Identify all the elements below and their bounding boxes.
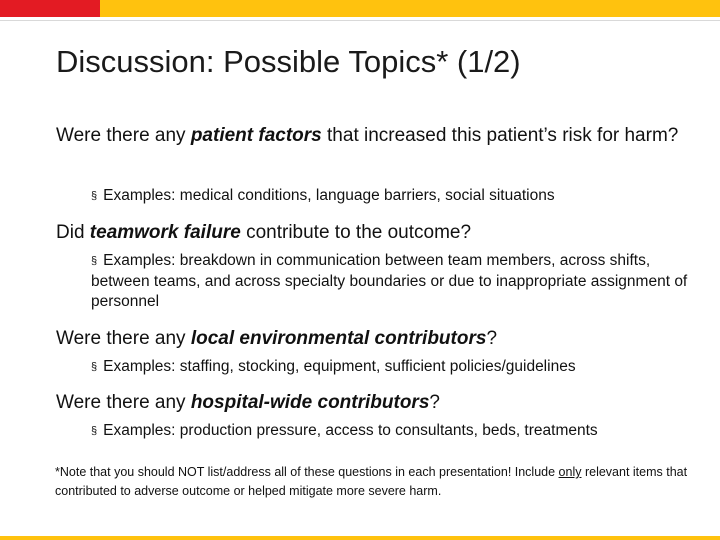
question-emphasis: teamwork failure xyxy=(89,222,241,243)
question-text: Did xyxy=(56,222,90,243)
example-text: Examples: staffing, stocking, equipment, sufficient policies/guidelines xyxy=(103,358,576,375)
bullet-icon: § xyxy=(91,190,98,202)
example-patient-factors xyxy=(91,186,701,207)
question-hospital-wide xyxy=(56,391,696,414)
slide-title: Discussion: Possible Topics* (1/2) xyxy=(56,44,521,79)
header-red-bar xyxy=(0,0,100,17)
footnote-underlined: only xyxy=(558,465,582,479)
question-text: ? xyxy=(486,328,498,349)
footnote-text: relevant items that contributed to adverse outcome or helped mitigate more severe harm. xyxy=(55,465,688,498)
question-text: contribute to the outcome? xyxy=(240,222,472,243)
bullet-icon: § xyxy=(91,425,98,437)
example-local-environmental xyxy=(91,357,701,378)
header-divider xyxy=(0,20,720,21)
question-text: Were there any xyxy=(56,125,191,146)
footnote xyxy=(55,463,695,501)
bullet-icon: § xyxy=(91,255,98,267)
question-emphasis: local environmental contributors xyxy=(190,328,487,349)
header-yellow-bar xyxy=(100,0,720,17)
example-text: Examples: breakdown in communication between team members, across shifts, between teams, and across specialty boundaries or due to inappropriate assignment of personnel xyxy=(91,252,688,310)
question-emphasis: hospital-wide contributors xyxy=(190,392,430,413)
example-hospital-wide xyxy=(91,421,701,442)
example-text: Examples: medical conditions, language barriers, social situations xyxy=(103,187,555,204)
footnote-text: *Note that you should NOT list/address all of these questions in each presentation! Include xyxy=(55,465,559,479)
example-text: Examples: production pressure, access to consultants, beds, treatments xyxy=(103,422,598,439)
question-emphasis: patient factors xyxy=(190,125,322,146)
question-text: that increased this patient’s risk for harm? xyxy=(321,125,679,146)
question-local-environmental xyxy=(56,327,696,350)
question-patient-factors xyxy=(56,124,696,147)
question-text: Were there any xyxy=(56,328,191,349)
question-teamwork-failure xyxy=(56,221,696,244)
footer-yellow-bar xyxy=(0,536,720,540)
bullet-icon: § xyxy=(91,361,98,373)
question-text: ? xyxy=(429,392,440,413)
question-text: Were there any xyxy=(56,392,191,413)
example-teamwork-failure xyxy=(91,251,701,312)
